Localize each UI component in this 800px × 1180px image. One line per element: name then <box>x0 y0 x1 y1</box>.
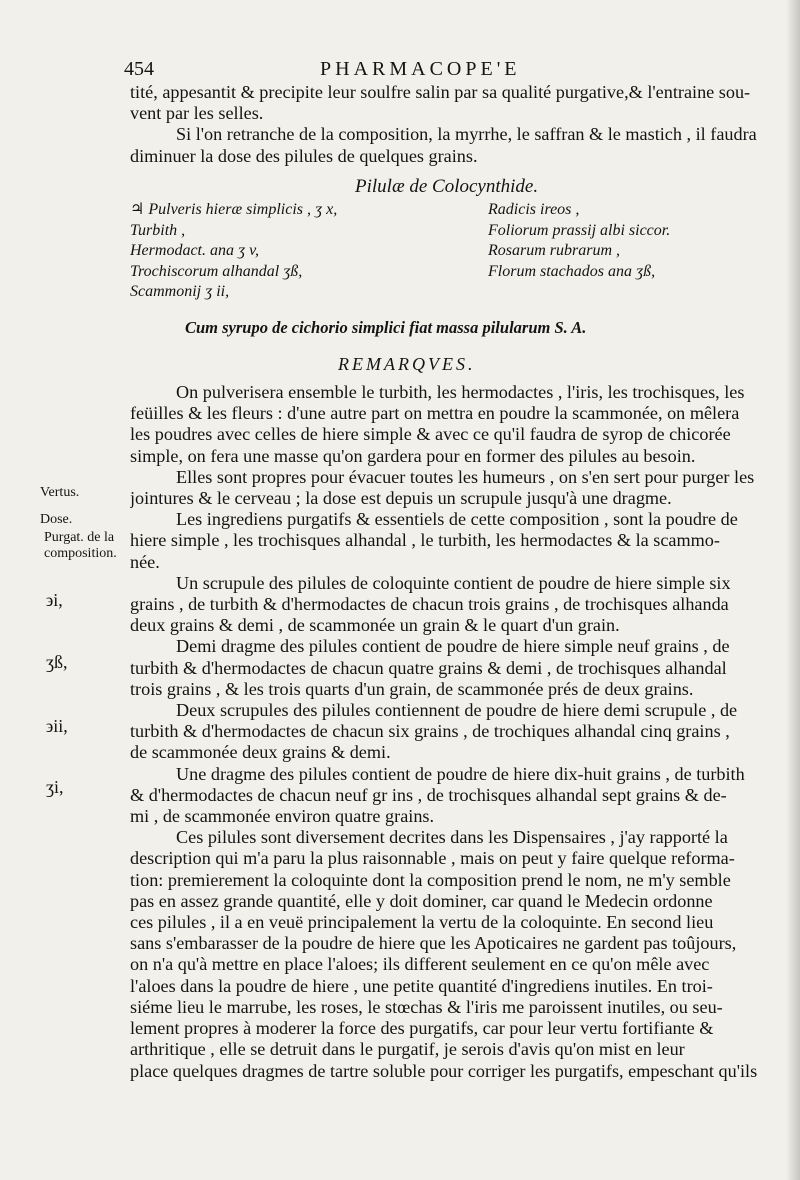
ingredient-line <box>130 200 470 221</box>
text-line: & d'hermodactes de chacun neuf gr ins , de trochisques alhandal sept grains & de- <box>130 784 727 805</box>
page-number: 454 <box>124 58 154 80</box>
text-line: on n'a qu'à mettre en place l'aloes; ils different seulement en ce qu'on mêle avec <box>130 954 710 975</box>
text-line: arthritique , elle se detruit dans le purgatif, je serois d'avis qu'on mist en leur <box>130 1039 685 1060</box>
recipe-symbol-icon: ♃ <box>130 201 145 218</box>
ingredients-right-column <box>488 200 750 282</box>
margin-note-dose: Dose. <box>40 512 73 527</box>
text-line: Un scrupule des pilules de coloquinte contient de poudre de hiere simple six <box>176 572 731 593</box>
text-line: grains , de turbith & d'hermodactes de chacun trois grains , de trochisques alhanda <box>130 594 729 615</box>
text-line: vent par les selles. <box>130 103 264 124</box>
text-line: turbith & d'hermodactes de chacun quatre grains & demi , de trochisques alhandal <box>130 657 727 678</box>
text-line: Ces pilules sont diversement decrites dans les Dispensaires , j'ay rapporté la <box>176 827 728 848</box>
recipe-title: Pilulæ de Colocynthide. <box>355 176 539 197</box>
ingredients-left-column <box>130 200 470 303</box>
ingredient-line: Turbith , <box>130 221 186 239</box>
text-line: hiere simple , les trochisques alhandal , le turbith, les hermodactes & la scammo- <box>130 530 720 551</box>
text-line: trois grains , & les trois quarts d'un grain, de scammonée prés de deux grains. <box>130 678 694 699</box>
ingredient-line: Florum stachados ana ʒß, <box>488 262 656 280</box>
text-line: tité, appesantit & precipite leur soulfre salin par sa qualité purgative,& l'entraine sou- <box>130 82 751 102</box>
text-line: Elles sont propres pour évacuer toutes les humeurs , on s'en sert pour purger les <box>176 466 755 487</box>
ingredient-line: Rosarum rubrarum , <box>488 242 621 259</box>
page-edge-shadow <box>786 0 800 1180</box>
text-line: l'aloes dans la poudre de hiere , une petite quantité d'ingrediens inutiles. En troi- <box>130 975 713 996</box>
text-line: deux grains & demi , de scammonée un grain & le quart d'un grain. <box>130 615 620 636</box>
recipe-instruction: Cum syrupo de cichorio simplici fiat massa pilularum S. A. <box>185 318 587 337</box>
opening-paragraph <box>130 82 762 167</box>
running-title: PHARMACOPE'E <box>320 58 521 80</box>
text-line: mi , de scammonée environ quatre grains. <box>130 806 435 827</box>
text-line: simple, on fera une masse qu'on gardera pour en former des pilules au besoin. <box>130 445 696 466</box>
text-line: née. <box>130 551 160 572</box>
ingredient-line: Trochiscorum alhandal ʒß, <box>130 262 303 280</box>
ingredient-line: Foliorum prassij albi siccor. <box>488 221 671 239</box>
margin-symbol: ʒi, <box>46 777 64 797</box>
margin-note-purgat: Purgat. de la composition. <box>44 530 117 561</box>
text-line: description qui m'a paru la plus raisonnable , mais on peut y faire quelque reforma- <box>130 848 735 869</box>
text-line: Deux scrupules des pilules contiennent de poudre de hiere demi scrupule , de <box>176 700 738 721</box>
text-line: feüilles & les fleurs : d'une autre part on mettra en poudre la scammonée, on mêlera <box>130 403 740 424</box>
text-line: lement propres à moderer la force des purgatifs, car pour leur vertu fortifiante & <box>130 1018 714 1039</box>
text-line: siéme lieu le marrube, les roses, le stœchas & l'iris me paroissent inutiles, ou seu- <box>130 996 723 1017</box>
text-line: On pulverisera ensemble le turbith, les hermodactes , l'iris, les trochisques, les <box>176 382 745 402</box>
text-line: sans s'embarasser de la poudre de hiere que les Apoticaires ne gardent pas toûjours, <box>130 933 737 954</box>
remarks-body <box>130 382 762 1082</box>
ingredient-line: Scammonij ʒ ii, <box>130 283 230 300</box>
margin-symbol: ϶i, <box>46 590 63 610</box>
ingredient-line: Radicis ireos , <box>488 201 580 218</box>
text-line: Demi dragme des pilules contient de poudre de hiere simple neuf grains , de <box>176 636 730 657</box>
text-line: pas en assez grande quantité, elle y doit dominer, car quand le Medecin ordonne <box>130 890 713 911</box>
text-line: de scammonée deux grains & demi. <box>130 742 391 763</box>
margin-symbol: ʒß, <box>46 652 68 672</box>
margin-symbol: ϶ii, <box>46 716 68 736</box>
ingredient-line: Hermodact. ana ʒ v, <box>130 242 259 259</box>
text-line: ces pilules , il a en veuë principalement la vertu de la coloquinte. En second lieu <box>130 912 714 933</box>
text-line: Si l'on retranche de la composition, la myrrhe, le saffran & le mastich , il faudra <box>176 124 757 145</box>
text-line: turbith & d'hermodactes de chacun six grains , de trochiques alhandal cinq grains , <box>130 721 730 742</box>
text-line: place quelques dragmes de tartre soluble pour corriger les purgatifs, empeschant qu'ils <box>130 1060 758 1081</box>
text-line: jointures & le cerveau ; la dose est depuis un scrupule jusqu'à une dragme. <box>130 488 672 509</box>
text-line: diminuer la dose des pilules de quelques grains. <box>130 145 478 166</box>
section-heading: REMARQVES. <box>338 354 476 374</box>
ingredient: Pulveris hieræ simplicis , ʒ x, <box>148 201 338 218</box>
page-header <box>120 58 760 82</box>
text-line: Les ingrediens purgatifs & essentiels de cette composition , sont la poudre de <box>176 509 738 530</box>
text-line: Une dragme des pilules contient de poudre de hiere dix-huit grains , de turbith <box>176 763 745 784</box>
text-line: tion: premierement la coloquinte dont la composition prend le nom, ne m'y semble <box>130 869 731 890</box>
margin-note-vertus: Vertus. <box>40 485 80 500</box>
text-line: les poudres avec celles de hiere simple & avec ce qu'il faudra de syrop de chicorée <box>130 424 731 445</box>
